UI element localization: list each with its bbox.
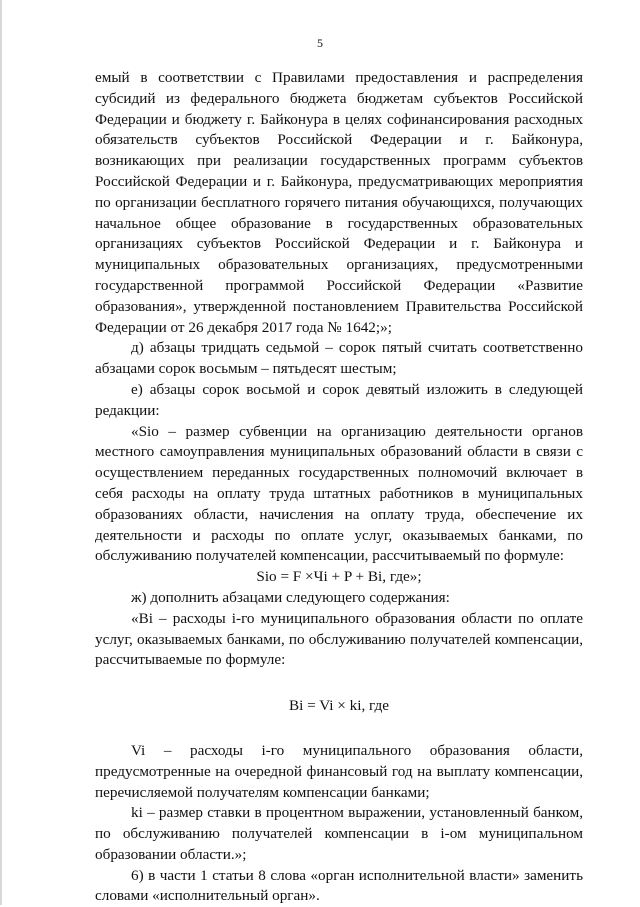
paragraph-item-zh: ж) дополнить абзацами следующего содержания: [131,588,450,606]
paragraph-ki-definition: ki – размер ставки в процентном выражении, установленный банком, по обслуживанию получателей компенсации в i-ом муниципальном образовании области.»; [95,804,583,863]
paragraph-continuation: емый в соответствии с Правилами предоставления и распределения субсидий из федерального бюджета бюджетам субъектов Российской Федерации и бюджету г. Байконура в целях софинансирования расходных обязательств субъектов Российской Федерации и г. Байконура, возникающих при реализации государственных программ субъектов Российской Федерации и г. Байконура, предусматривающих мероприятия по организации бесплатного горячего питания обучающихся, получающих начальное общее образование в государственных образовательных организациях субъектов Российской Федерации и г. Байконура и муниципальных образовательных организациях, предусмотренными государственной программой Российской Федерации «Развитие образования», утвержденной постановлением Правительства Российской Федерации от 26 декабря 2017 года № 1642;»; [95,69,583,336]
paragraph-item-6: 6) в части 1 статьи 8 слова «орган исполнительной власти» заменить словами «исполнительный орган». [95,866,583,905]
paragraph-bi-definition: «Bi – расходы i-го муниципального образования области по оплате услуг, оказываемых банками, по обслуживанию получателей компенсации, рассчитываемые по формуле: [95,609,583,669]
paragraph-item-d: д) абзацы тридцать седьмой – сорок пятый считать соответственно абзацами сорок восьмым – пятьдесят шестым; [95,339,583,378]
paragraph-item-e: е) абзацы сорок восьмой и сорок девятый изложить в следующей редакции: [95,380,583,419]
paragraph-vi-definition: Vi – расходы i-го муниципального образования области, предусмотренные на очередной финансовый год на выплату компенсации, перечисляемой получателям компенсации банками; [95,741,583,801]
formula-bi: Bi = Vi × ki, где [288,697,389,715]
document-body [95,68,583,907]
page-number: 5 [317,36,323,50]
scan-edge [0,0,2,905]
formula-sio: Sio = F ×Чi + P + Bi, где»; [256,568,422,586]
paragraph-sio-definition: «Sio – размер субвенции на организацию деятельности органов местного самоуправления муниципальных образований области в связи с осуществлением переданных государственных полномочий включает в себя расходы на оплату труда штатных работников в муниципальных образованиях области, начисления на оплату труда, обеспечение их деятельности и расходы по оплате услуг, оказываемых банками, по обслуживанию получателей компенсации, рассчитываемый по формуле: [95,422,583,565]
